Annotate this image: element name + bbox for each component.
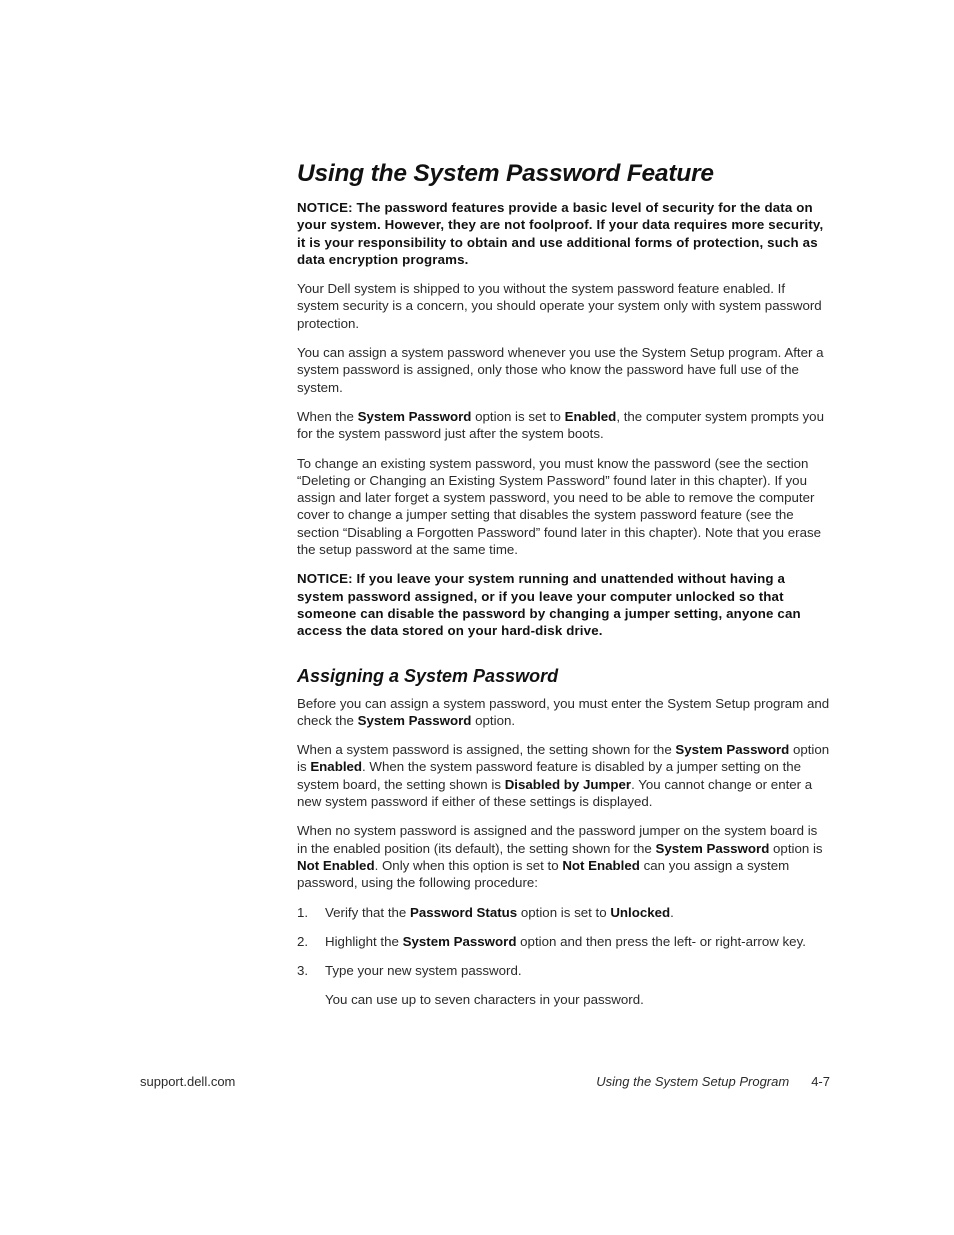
step-number: 1. xyxy=(297,904,309,920)
page-number: 4-7 xyxy=(811,1074,830,1089)
paragraph-change-password: To change an existing system password, you must know the password (see the section “Deleting or Changing an Existing System Password” found later in this chapter). If you assign and later forget a system password, you need to be able to remove the computer cover to change a jumper setting that disables the system password feature (see the section “Disabling a Forgotten Password” found later in this chapter). Note that you erase the setup password at the same time. xyxy=(297,455,822,558)
step-note: You can use up to seven characters in your password. xyxy=(325,992,644,1008)
paragraph-assign: You can assign a system password whenever you use the System Setup program. After a system password is assigned, only those who know the password have full use of the system. xyxy=(297,345,824,395)
step-item: 1. Verify that the Password Status option is set to Unlocked. xyxy=(297,904,674,920)
paragraph-before-assign: Before you can assign a system password, you must enter the System Setup program and check the System Password option. xyxy=(297,695,830,728)
footer-chapter-title: Using the System Setup Program xyxy=(596,1074,790,1089)
step-number: 2. xyxy=(297,933,309,949)
footer-url: support.dell.com xyxy=(140,1074,236,1089)
notice-security: NOTICE: The password features provide a basic level of security for the data on your system. However, they are not foolproof. If your data requires more security, it is your responsibility to obtain and use additional forms of protection, such as data encryption programs. xyxy=(297,200,824,267)
step-item: 2. Highlight the System Password option and then press the left- or right-arrow key. xyxy=(297,933,806,949)
paragraph-shipping: Your Dell system is shipped to you without the system password feature enabled. If system security is a concern, you should operate your system only with system password protection. xyxy=(297,281,822,331)
paragraph-setting-shown: When a system password is assigned, the setting shown for the System Password option is Enabled. When the system password feature is disabled by a jumper setting on the system board, the setting shown is Disabled by Jumper. You cannot change or enter a new system password if either of these settings is displayed. xyxy=(297,742,830,810)
notice-unattended: NOTICE: If you leave your system running and unattended without having a system password assigned, or if you leave your computer unlocked so that someone can disable the password by changing a jumper setting, anyone can access the data stored on your hard-disk drive. xyxy=(297,571,801,639)
paragraph-enabled: When the System Password option is set to Enabled, the computer system prompts you for the system password just after the system boots. xyxy=(297,408,824,442)
step-number: 3. xyxy=(297,963,309,979)
footer-running-head xyxy=(596,1074,830,1089)
procedure-steps xyxy=(297,904,830,1009)
page-content xyxy=(297,160,830,1021)
section-heading: Assigning a System Password xyxy=(297,665,559,686)
paragraph-not-enabled: When no system password is assigned and the password jumper on the system board is in the enabled position (its default), the setting shown for the System Password option is Not Enabled. Only when this option is set to Not Enabled can you assign a system password, using the following procedure: xyxy=(297,823,823,891)
step-item: 3. Type your new system password. You can use up to seven characters in your password. xyxy=(297,962,830,1009)
page-title: Using the System Password Feature xyxy=(297,160,714,187)
